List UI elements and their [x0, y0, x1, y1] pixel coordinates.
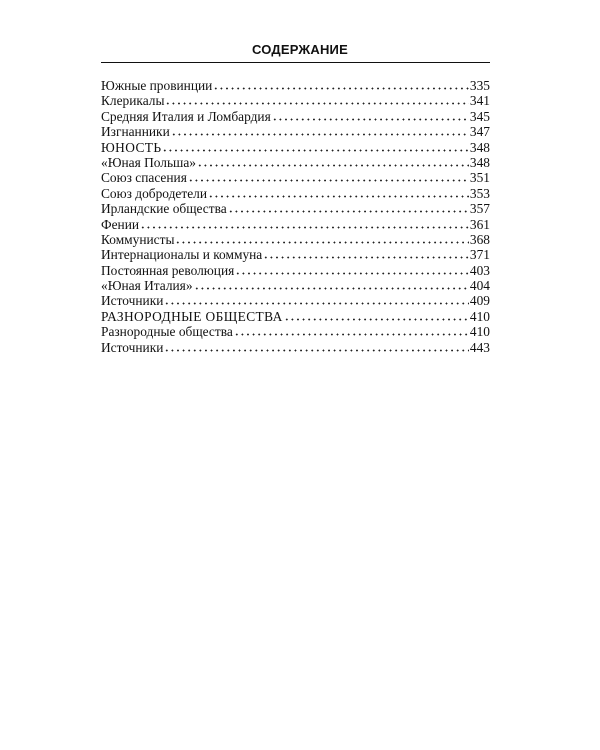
toc-entry[interactable]	[101, 263, 490, 278]
toc-entry[interactable]	[101, 217, 490, 232]
dot-leader	[208, 195, 469, 198]
dot-leader	[234, 333, 469, 336]
toc-entry-title: Изгнанники	[101, 124, 170, 140]
dot-leader	[213, 87, 469, 90]
dot-leader	[140, 226, 469, 229]
dot-leader	[171, 133, 469, 136]
toc-entry-page: 410	[469, 324, 490, 340]
toc-entry[interactable]	[101, 124, 490, 139]
toc-entry-page: 361	[469, 216, 490, 232]
dot-leader	[164, 349, 469, 352]
dot-leader	[194, 287, 469, 290]
toc-section-entry[interactable]	[101, 140, 490, 155]
dot-leader	[164, 302, 469, 305]
toc-entry-title: Коммунисты	[101, 231, 175, 247]
toc-entry-title: РАЗНОРОДНЫЕ ОБЩЕСТВА	[101, 308, 283, 324]
dot-leader	[162, 149, 468, 152]
toc-entry-page: 368	[469, 231, 490, 247]
toc-entry[interactable]	[101, 78, 490, 93]
toc-entry-title: Ирландские общества	[101, 201, 227, 217]
dot-leader	[235, 272, 469, 275]
toc-entry-title: Разнородные общества	[101, 324, 233, 340]
toc-entry[interactable]	[101, 232, 490, 247]
toc-entry[interactable]	[101, 247, 490, 262]
header-rule	[101, 62, 490, 63]
toc-entry-title: ЮНОСТЬ	[101, 139, 162, 155]
toc-entry[interactable]	[101, 293, 490, 308]
toc-entry[interactable]	[101, 109, 490, 124]
toc-entry-page: 409	[469, 293, 490, 309]
dot-leader	[188, 179, 469, 182]
toc-entry-title: Источники	[101, 339, 164, 355]
toc-entry-title: Южные провинции	[101, 78, 213, 93]
toc-entry-title: Союз спасения	[101, 170, 187, 186]
toc-entry-page: 357	[469, 201, 490, 217]
dot-leader	[175, 241, 468, 244]
running-header-title: СОДЕРЖАНИЕ	[252, 42, 348, 57]
toc-entry-page: 348	[469, 154, 490, 170]
toc-entry[interactable]	[101, 155, 490, 170]
toc-entry-page: 335	[469, 78, 490, 93]
toc-entry-page: 371	[469, 247, 490, 263]
toc-entry-page: 348	[469, 139, 490, 155]
toc-entry-title: Постоянная революция	[101, 262, 235, 278]
toc-entry[interactable]	[101, 201, 490, 216]
toc-entry-page: 351	[469, 170, 490, 186]
toc-entry-title: Фении	[101, 216, 140, 232]
toc-entry-page: 341	[469, 93, 490, 109]
toc-section-entry[interactable]	[101, 309, 490, 324]
dot-leader	[263, 256, 469, 259]
dot-leader	[197, 164, 469, 167]
toc-entry-title: «Юная Италия»	[101, 278, 193, 294]
toc-entry-page: 403	[469, 262, 490, 278]
dot-leader	[228, 210, 469, 213]
toc-entry-page: 404	[469, 278, 490, 294]
toc-entry-page: 345	[469, 108, 490, 124]
toc-entry-title: Источники	[101, 293, 164, 309]
toc-entry-title: «Юная Польша»	[101, 154, 197, 170]
dot-leader	[272, 118, 469, 121]
toc-entry[interactable]	[101, 93, 490, 108]
toc-entry[interactable]	[101, 340, 490, 355]
toc-entry-page: 347	[469, 124, 490, 140]
toc-entry-page: 443	[469, 339, 490, 355]
table-of-contents	[101, 78, 490, 355]
toc-entry[interactable]	[101, 278, 490, 293]
toc-entry-page: 410	[469, 308, 490, 324]
toc-entry[interactable]	[101, 170, 490, 185]
toc-entry-title: Средняя Италия и Ломбардия	[101, 108, 271, 124]
toc-entry-title: Клерикалы	[101, 93, 165, 109]
toc-entry-page: 353	[469, 185, 490, 201]
toc-entry[interactable]	[101, 186, 490, 201]
toc-entry-title: Союз добродетели	[101, 185, 207, 201]
toc-entry-title: Интернационалы и коммуна	[101, 247, 263, 263]
dot-leader	[165, 102, 468, 105]
dot-leader	[284, 318, 469, 321]
toc-entry[interactable]	[101, 324, 490, 339]
